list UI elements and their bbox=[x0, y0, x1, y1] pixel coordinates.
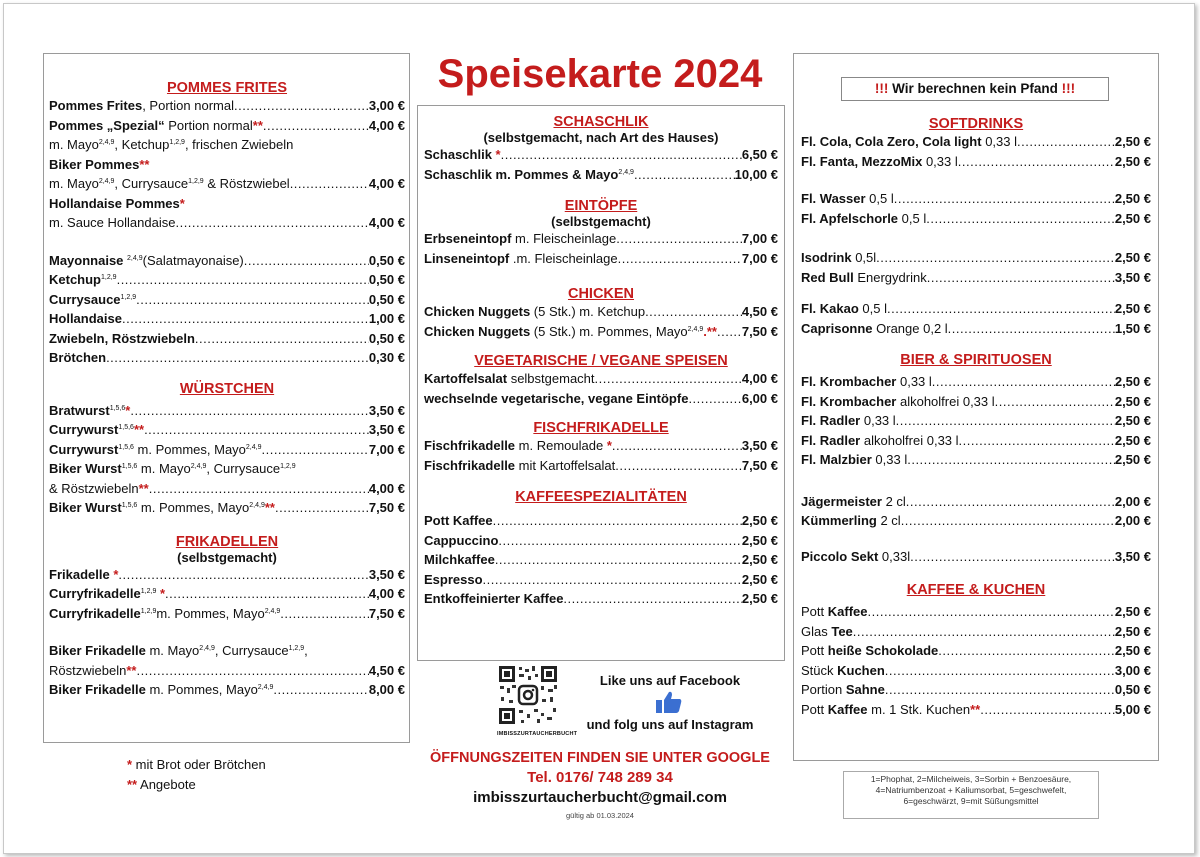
menu-item: Entkoffeinierter Kaffee ..... 2,50 € bbox=[424, 589, 778, 609]
menu-item: Currysauce$^{1,2,9}$ ..... 0,50 € bbox=[49, 290, 405, 310]
section-heading-vegetarisch: VEGETARISCHE / VEGANE SPEISEN bbox=[474, 353, 728, 369]
menu-item: Schaschlik * ..... 6,50 € bbox=[424, 145, 778, 165]
menu-item: Hollandaise ..... 1,00 € bbox=[49, 309, 405, 329]
additives-legend bbox=[843, 771, 1099, 819]
menu-item: Biker Wurst$^{1,5,6}$ m. Pommes, Mayo$^{2,4,9}$** ..... 7,50 € bbox=[49, 498, 405, 518]
menu-item: Piccolo Sekt 0,33l ..... 3,50 € bbox=[801, 547, 1151, 567]
menu-item: Ketchup$^{1,2,9}$ ..... 0,50 € bbox=[49, 270, 405, 290]
footnotes bbox=[127, 755, 266, 795]
menu-item: Currywurst$^{1,5,6}$ m. Pommes, Mayo$^{2,4,9}$ ..... 7,00 € bbox=[49, 440, 405, 460]
menu-item: Schaschlik m. Pommes & Mayo$^{2,4,9}$ ..... 10,00 € bbox=[424, 165, 778, 185]
menu-item: Pommes Frites, Portion normal ..... 3,00 € bbox=[49, 96, 405, 116]
section-heading-kaffeespezialitaeten: KAFFEESPEZIALITÄTEN bbox=[515, 489, 687, 505]
menu-item: Fl. Radler alkoholfrei 0,33 l ..... 2,50 € bbox=[801, 431, 1151, 451]
menu-item: m. Sauce Hollandaise ..... 4,00 € bbox=[49, 213, 405, 233]
menu-item: Caprisonne Orange 0,2 l ..... 1,50 € bbox=[801, 319, 1151, 339]
section-subheading: (selbstgemacht, nach Art des Hauses) bbox=[483, 130, 719, 145]
instagram-qr-code[interactable] bbox=[497, 664, 578, 737]
menu-item: Fischfrikadelle mit Kartoffelsalat ..... 7,50 € bbox=[424, 456, 778, 476]
section-heading-softdrinks: SOFTDRINKS bbox=[928, 116, 1024, 132]
menu-item: wechselnde vegetarische, vegane Eintöpfe ..... 6,00 € bbox=[424, 389, 778, 409]
menu-item: Cappuccino ..... 2,50 € bbox=[424, 531, 778, 551]
menu-item: Biker Pommes** bbox=[49, 156, 150, 172]
section-heading-schaschlik: SCHASCHLIK bbox=[553, 114, 649, 130]
right-menu-panel bbox=[793, 53, 1159, 761]
menu-item: Curryfrikadelle$^{1,2,9}$m. Pommes, Mayo$^{2,4,9}$ ..... 7,50 € bbox=[49, 604, 405, 624]
menu-item: Linseneintopf .m. Fleischeinlage ..... 7,00 € bbox=[424, 249, 778, 269]
legend-line: 1=Phophat, 2=Milcheiweis, 3=Sorbin + Benzoesäure, bbox=[870, 774, 1072, 784]
menu-item: Fl. Apfelschorle 0,5 l ..... 2,50 € bbox=[801, 209, 1151, 229]
menu-item: Pott Kaffee ..... 2,50 € bbox=[801, 602, 1151, 622]
menu-item: m. Mayo$^{2,4,9}$, Currysauce$^{1,2,9}$ & Röstzwiebel ..... 4,00 € bbox=[49, 174, 405, 194]
menu-item: Fl. Krombacher alkoholfrei 0,33 l ..... 2,50 € bbox=[801, 392, 1151, 412]
menu-item: Pott Kaffee m. 1 Stk. Kuchen** ..... 5,00 € bbox=[801, 700, 1151, 720]
center-menu-panel bbox=[417, 105, 785, 661]
menu-item: Milchkaffee ..... 2,50 € bbox=[424, 550, 778, 570]
menu-item: Hollandaise Pommes* bbox=[49, 195, 185, 211]
menu-item: Frikadelle * ..... 3,50 € bbox=[49, 565, 405, 585]
menu-item: Stück Kuchen ..... 3,00 € bbox=[801, 661, 1151, 681]
instagram-text: und folg uns auf Instagram bbox=[586, 717, 754, 732]
menu-item: Portion Sahne ..... 0,50 € bbox=[801, 680, 1151, 700]
section-heading-wurst: WÜRSTCHEN bbox=[179, 380, 275, 397]
section-heading-bier: BIER & SPIRITUOSEN bbox=[900, 352, 1052, 368]
menu-item: Pommes „Spezial“ Portion normal** ..... 4,00 € bbox=[49, 116, 405, 136]
menu-item: & Röstzwiebeln** ..... 4,00 € bbox=[49, 479, 405, 499]
page-title: Speisekarte 2024 bbox=[437, 52, 763, 96]
menu-item: Kartoffelsalat selbstgemacht ..... 4,00 € bbox=[424, 369, 778, 389]
menu-item: Chicken Nuggets (5 Stk.) m. Ketchup ..... 4,50 € bbox=[424, 302, 778, 322]
section-heading-eintoepfe: EINTÖPFE bbox=[564, 198, 638, 214]
menu-item: Currywurst$^{1,5,6}$** ..... 3,50 € bbox=[49, 420, 405, 440]
menu-item: Mayonnaise $^{2,4,9}$(Salatmayonaise) ..... 0,50 € bbox=[49, 251, 405, 271]
qr-caption: IMBISSZURTAUCHERBUCHT bbox=[497, 731, 578, 737]
section-heading-frikadellen: FRIKADELLEN bbox=[175, 533, 279, 550]
qr-code-icon bbox=[497, 664, 559, 726]
menu-item: Röstzwiebeln** ..... 4,50 € bbox=[49, 661, 405, 681]
thumbs-up-icon bbox=[655, 690, 683, 714]
menu-item: Espresso ..... 2,50 € bbox=[424, 570, 778, 590]
menu-item: Fl. Krombacher 0,33 l ..... 2,50 € bbox=[801, 372, 1151, 392]
footnote-double-star: ** Angebote bbox=[127, 777, 196, 792]
menu-item: Isodrink 0,5l ..... 2,50 € bbox=[801, 248, 1151, 268]
section-heading-fischfrikadelle: FISCHFRIKADELLE bbox=[533, 420, 669, 436]
legend-line: 6=geschwärzt, 9=mit Süßungsmittel bbox=[903, 796, 1039, 806]
menu-item: Biker Wurst$^{1,5,6}$ m. Mayo$^{2,4,9}$, Currysauce$^{1,2,9}$ bbox=[49, 461, 296, 476]
section-subheading: (selbstgemacht) bbox=[551, 214, 651, 229]
menu-item: Bratwurst$^{1,5,6}$* ..... 3,50 € bbox=[49, 401, 405, 421]
menu-item: Biker Frikadelle m. Mayo$^{2,4,9}$, Currysauce$^{1,2,9}$, bbox=[49, 643, 308, 658]
menu-item: Erbseneintopf m. Fleischeinlage ..... 7,00 € bbox=[424, 229, 778, 249]
menu-item: Pott heiße Schokolade ..... 2,50 € bbox=[801, 641, 1151, 661]
menu-item: Fl. Radler 0,33 l ..... 2,50 € bbox=[801, 411, 1151, 431]
menu-item: Brötchen ..... 0,30 € bbox=[49, 348, 405, 368]
menu-item: Fl. Cola, Cola Zero, Cola light 0,33 l ..... 2,50 € bbox=[801, 132, 1151, 152]
section-heading-pommes: POMMES FRITES bbox=[166, 80, 288, 96]
menu-item: Jägermeister 2 cl ..... 2,00 € bbox=[801, 492, 1151, 512]
menu-item: Pott Kaffee ..... 2,50 € bbox=[424, 511, 778, 531]
menu-item: Chicken Nuggets (5 Stk.) m. Pommes, Mayo$^{2,4,9}$.** ..... 7,50 € bbox=[424, 322, 778, 342]
opening-hours-note: ÖFFNUNGSZEITEN FINDEN SIE UNTER GOOGLE bbox=[430, 750, 770, 766]
menu-item: Glas Tee ..... 2,50 € bbox=[801, 622, 1151, 642]
menu-item: Kümmerling 2 cl ..... 2,00 € bbox=[801, 511, 1151, 531]
left-menu-panel bbox=[43, 53, 410, 743]
section-subheading: (selbstgemacht) bbox=[177, 549, 277, 565]
section-heading-chicken: CHICKEN bbox=[567, 286, 635, 302]
pfand-notice: !!! Wir berechnen kein Pfand !!! bbox=[841, 77, 1109, 101]
legend-line: 4=Natriumbenzoat + Kaliumsorbat, 5=geschwefelt, bbox=[875, 785, 1067, 795]
menu-item: Fl. Fanta, MezzoMix 0,33 l ..... 2,50 € bbox=[801, 152, 1151, 172]
phone-number: Tel. 0176/ 748 289 34 bbox=[527, 769, 673, 786]
section-heading-kaffee-kuchen: KAFFEE & KUCHEN bbox=[906, 582, 1046, 598]
menu-item: Fischfrikadelle m. Remoulade * ..... 3,50 € bbox=[424, 436, 778, 456]
valid-from-note: gültig ab 01.03.2024 bbox=[566, 811, 634, 820]
menu-item: Red Bull Energydrink ..... 3,50 € bbox=[801, 268, 1151, 288]
menu-item: Biker Frikadelle m. Pommes, Mayo$^{2,4,9}$ ..... 8,00 € bbox=[49, 680, 405, 700]
menu-item: Fl. Wasser 0,5 l ..... 2,50 € bbox=[801, 189, 1151, 209]
footnote-single-star: * mit Brot oder Brötchen bbox=[127, 757, 266, 772]
menu-item: Fl. Malzbier 0,33 l ..... 2,50 € bbox=[801, 450, 1151, 470]
email-address: imbisszurtaucherbucht@gmail.com bbox=[473, 789, 727, 806]
facebook-text: Like uns auf Facebook bbox=[599, 673, 741, 688]
menu-item: Curryfrikadelle$^{1,2,9}$ * ..... 4,00 € bbox=[49, 584, 405, 604]
menu-item: Zwiebeln, Röstzwiebeln ..... 0,50 € bbox=[49, 329, 405, 349]
menu-item-detail: m. Mayo$^{2,4,9}$, Ketchup$^{1,2,9}$, frischen Zwiebeln bbox=[49, 137, 294, 152]
menu-item: Fl. Kakao 0,5 l ..... 2,50 € bbox=[801, 299, 1151, 319]
